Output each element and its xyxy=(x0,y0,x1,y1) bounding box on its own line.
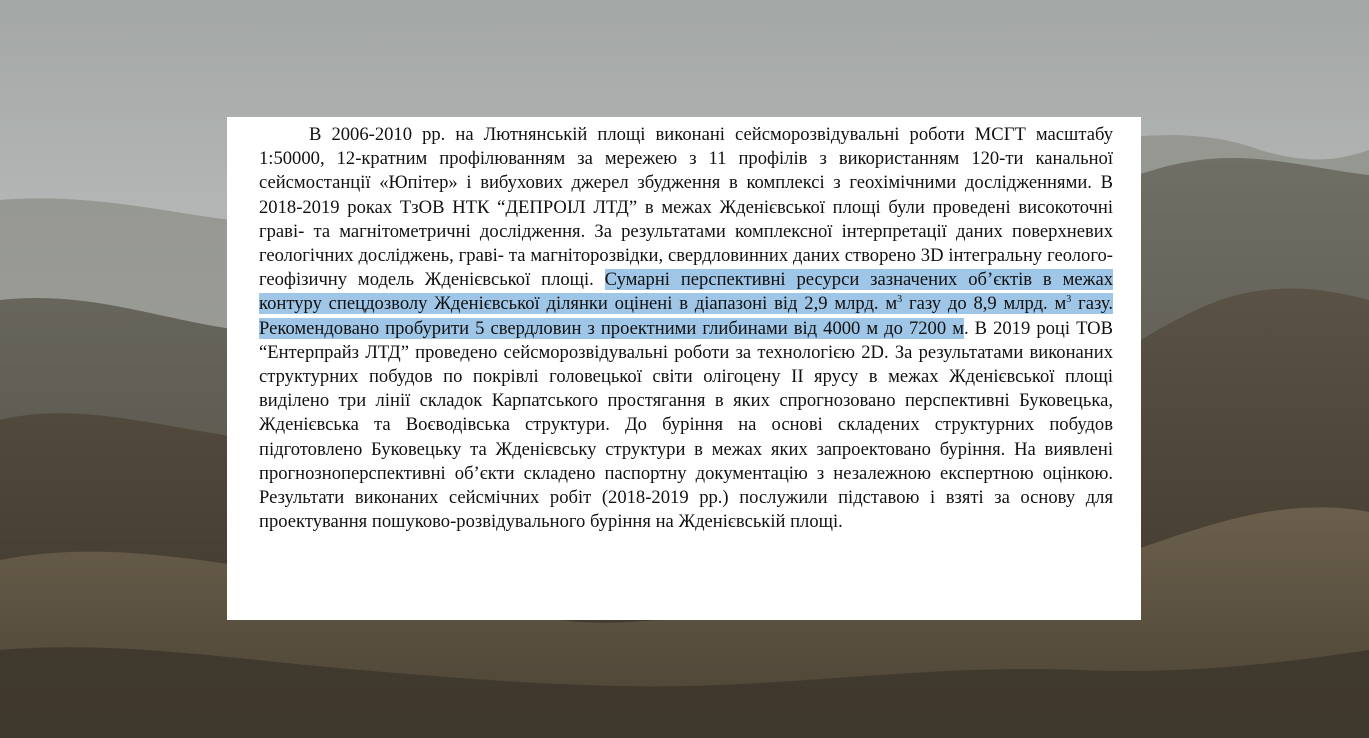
selected-text-part-1: Сумарні перспективні ресурси зазначених об’єктів в межах контуру спецдозволу Жденієвської ділянки оцінені в діапазоні від 2,9 млрд. м xyxy=(259,269,1113,315)
paragraph-text-after: . В 2019 році ТОВ “Ентерпрайз ЛТД” проведено сейсморозвідувальні роботи за технологією 2D. За результатами виконаних структурних побудов по покрівлі головецької світи олігоцену ІІ ярусу в межах Жденієвської площі виділено три лінії складок Карпатського простягання в яких спрогнозовано перспективні Буковецька, Жденієвська та Воєводівська структури. До буріння на основі складених структурних побудов підготовлено Буковецьку та Жденієвську структури в межах яких запроектовано буріння. На виявлені прогнозноперспективні об’єкти складено паспортну документацію з незалежною експертною оцінкою. Результати виконаних сейсмічних робіт (2018-2019 рр.) послужили підставою і взяті за основу для проектування пошуково-розвідувального буріння на Жденієвській площі. xyxy=(259,317,1114,533)
paragraph-text-before: В 2006-2010 рр. на Лютнянській площі виконані сейсморозвідувальні роботи МСГТ масштабу 1:50000, 12-кратним профілюванням за мережею з 11 профілів з використанням 120-ти канальної сейсмостанції «Юпітер» і вибухових джерел збудження в комплексі з геохімічними дослідженнями. В 2018-2019 роках ТзОВ НТК “ДЕПРОІЛ ЛТД” в межах Жденієвської площі були проведені високоточні граві- та магнітометричні дослідження. За результатами комплексної інтерпретації даних поверхневих геологічних досліджень, граві- та магніторозвідки, свердловинних даних створено 3D інтегральну геолого-геофізичну модель Жденієвської площі. xyxy=(259,124,1113,291)
selected-text-part-3: газу. Рекомендовано пробурити 5 свердловин з проектними глибинами від 4000 м до 7200 м xyxy=(259,293,1113,339)
document-page xyxy=(227,117,1141,620)
superscript-2: 3 xyxy=(1066,294,1072,306)
document-paragraph xyxy=(259,123,1113,534)
selected-text-part-2: газу до 8,9 млрд. м xyxy=(902,293,1067,315)
superscript-1: 3 xyxy=(897,294,903,306)
